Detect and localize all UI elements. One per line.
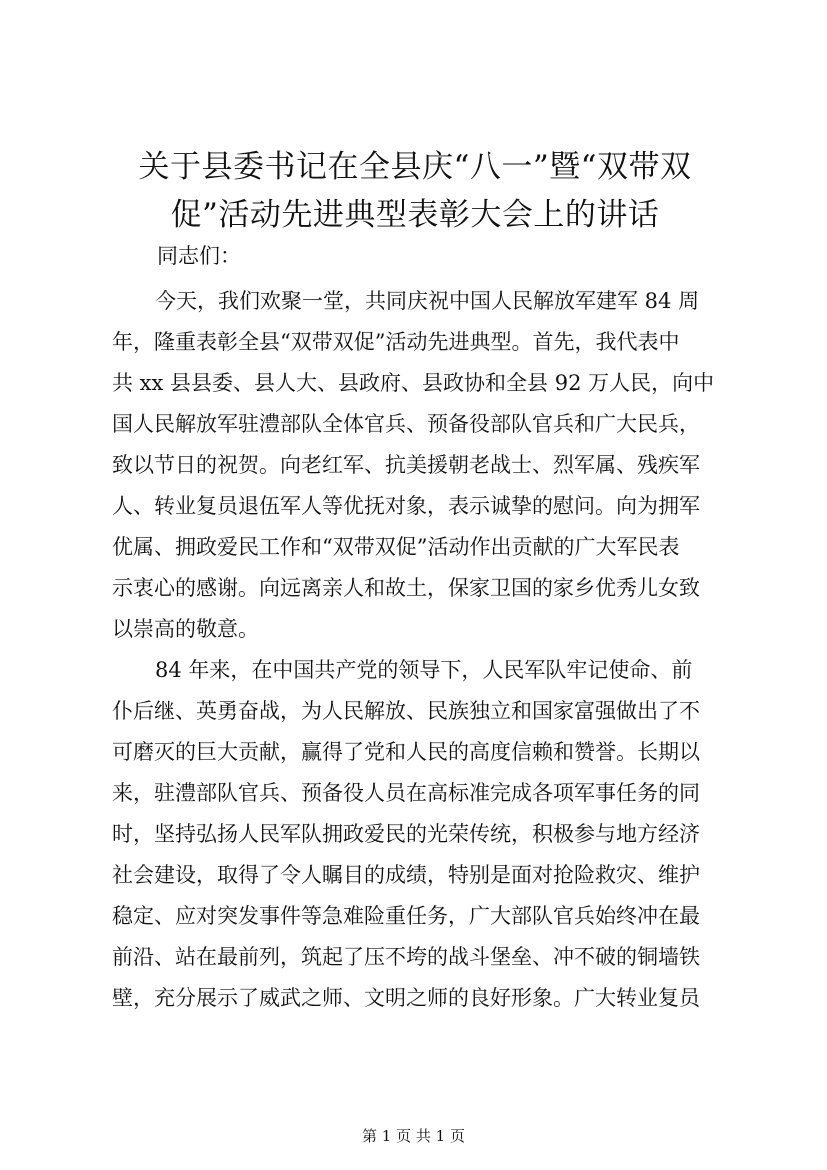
title-line-2: 促”活动先进典型表彰大会上的讲话 <box>170 197 660 233</box>
paragraph-1-line: 示衷心的感谢。向远离亲人和故土，保家卫国的家乡优秀儿女致 <box>112 576 700 600</box>
paragraph-1-line: 年，隆重表彰全县“双带双促”活动先进典型。首先，我代表中 <box>112 330 680 354</box>
paragraph-2-line: 可磨灭的巨大贡献，赢得了党和人民的高度信赖和赞誉。长期以 <box>112 740 700 764</box>
page-number-footer: 第 1 页 共 1 页 <box>362 1127 465 1145</box>
paragraph-2-line: 来，驻澧部队官兵、预备役人员在高标准完成各项军事任务的同 <box>112 781 700 805</box>
paragraph-1-line: 人、转业复员退伍军人等优抚对象，表示诚挚的慰问。向为拥军 <box>112 494 700 518</box>
paragraph-1-line: 今天，我们欢聚一堂，共同庆祝中国人民解放军建军 84 周 <box>155 289 700 313</box>
document-body <box>112 281 752 1019</box>
paragraph-2-line: 84 年来，在中国共产党的领导下，人民军队牢记使命、前 <box>155 658 693 682</box>
paragraph-1-line: 优属、拥政爱民工作和“双带双促”活动作出贡献的广大军民表 <box>112 535 680 559</box>
paragraph-1-line: 致以节日的祝贺。向老红军、抗美援朝老战士、烈军属、残疾军 <box>112 453 700 477</box>
paragraph-1-line: 共 xx 县县委、县人大、县政府、县政协和全县 92 万人民，向中 <box>112 371 715 395</box>
paragraph-1-line: 国人民解放军驻澧部队全体官兵、预备役部队官兵和广大民兵， <box>112 412 700 436</box>
paragraph-2-line: 时，坚持弘扬人民军队拥政爱民的光荣传统，积极参与地方经济 <box>112 822 700 846</box>
document-title <box>95 143 735 239</box>
salutation: 同志们： <box>157 244 241 268</box>
paragraph-2-line: 前沿、站在最前列，筑起了压不垮的战斗堡垒、冲不破的铜墙铁 <box>112 945 700 969</box>
paragraph-2-line: 壁，充分展示了威武之师、文明之师的良好形象。广大转业复员 <box>112 986 700 1010</box>
paragraph-2-line: 稳定、应对突发事件等急难险重任务，广大部队官兵始终冲在最 <box>112 904 700 928</box>
title-line-1: 关于县委书记在全县庆“八一”暨“双带双 <box>138 149 692 185</box>
paragraph-1-line: 以崇高的敬意。 <box>112 617 259 641</box>
paragraph-2-line: 社会建设，取得了令人瞩目的成绩，特别是面对抢险救灾、维护 <box>112 863 700 887</box>
paragraph-2-line: 仆后继、英勇奋战，为人民解放、民族独立和国家富强做出了不 <box>112 699 700 723</box>
